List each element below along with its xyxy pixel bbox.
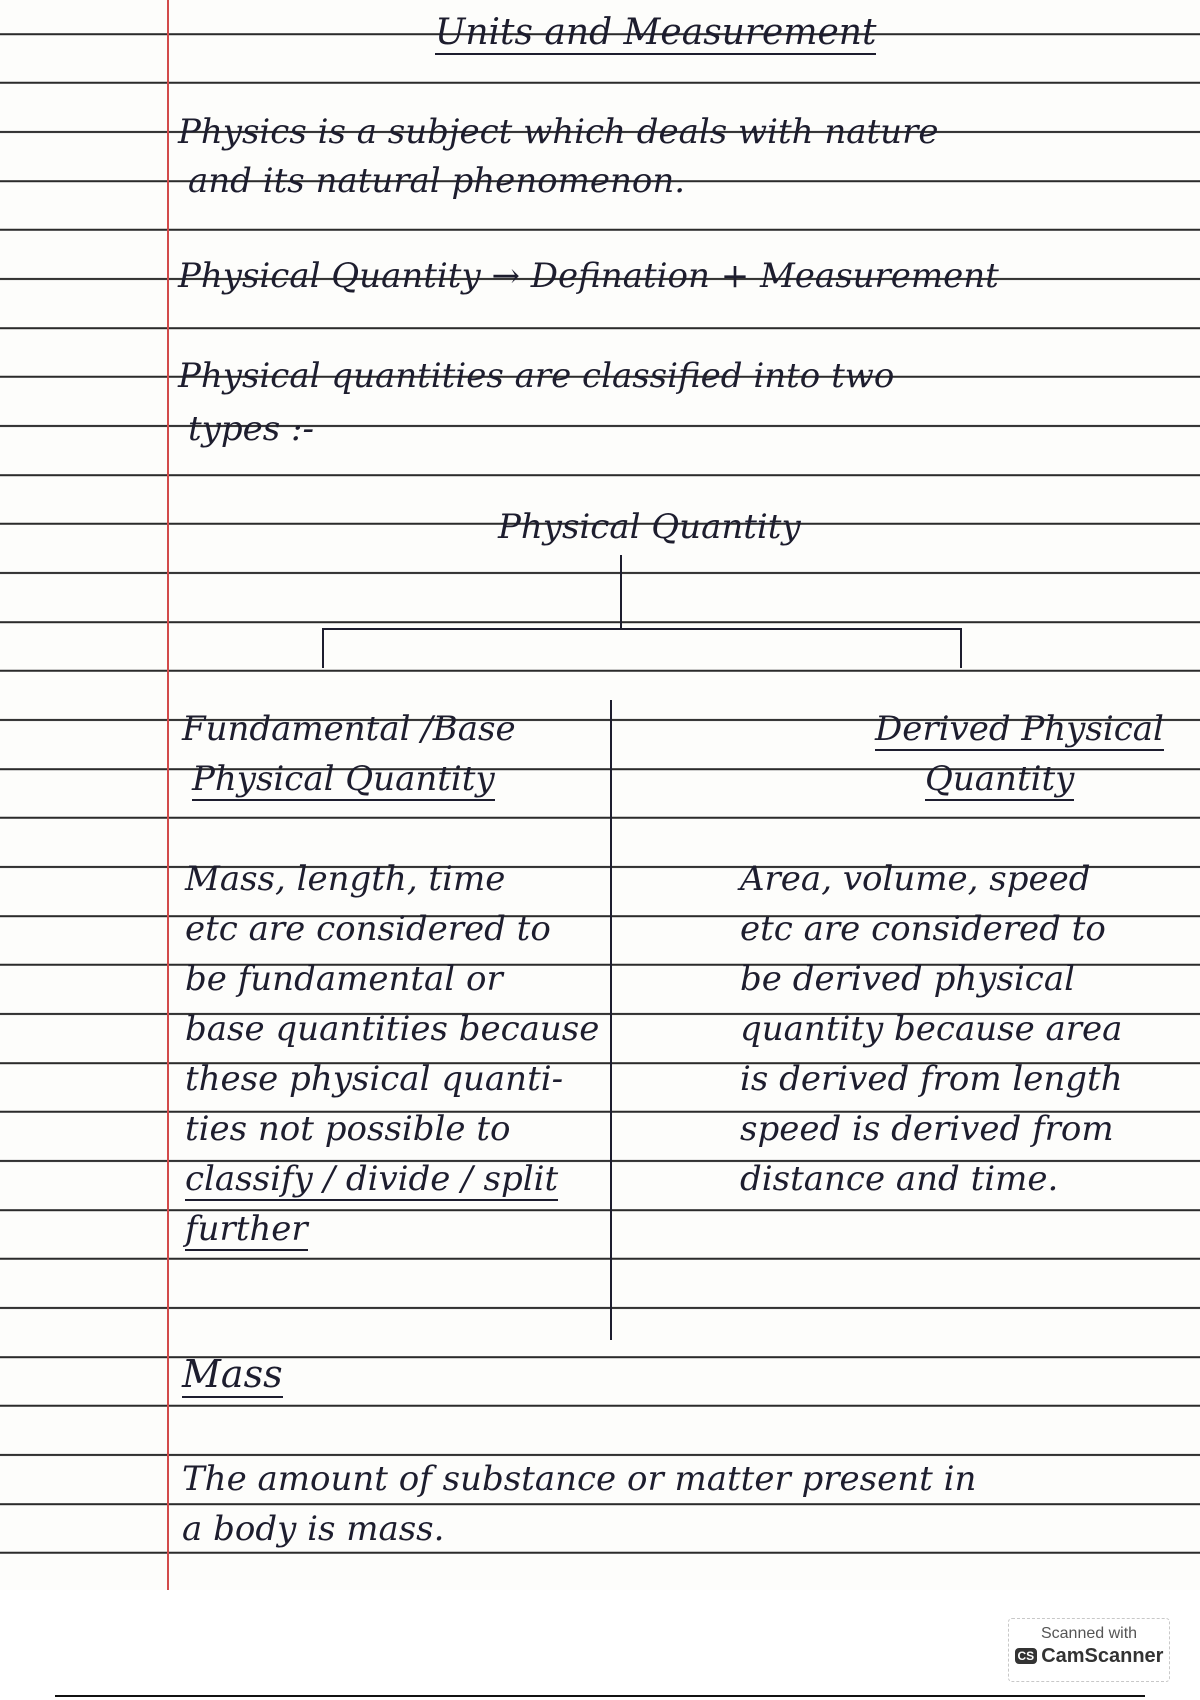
right-line: distance and time. (740, 1159, 1059, 1199)
left-heading-2: Physical Quantity (192, 759, 495, 799)
diagram-root: Physical Quantity (498, 507, 801, 547)
diagram-stem (620, 555, 622, 630)
intro-line-2: and its natural phenomenon. (188, 161, 686, 201)
diagram-branch (322, 628, 962, 630)
classified-line-1: Physical quantities are classified into two (178, 356, 895, 396)
left-line: classify / divide / split (185, 1159, 559, 1199)
diagram-left-drop (322, 628, 324, 668)
left-heading-1: Fundamental /Base (182, 709, 516, 749)
left-line: ties not possible to (185, 1109, 511, 1149)
left-line: further (185, 1209, 308, 1249)
scanner-watermark-brand: CS CamScanner (1009, 1645, 1169, 1668)
column-divider (610, 700, 612, 1340)
definition-line: Physical Quantity → Defination + Measurement (178, 256, 999, 296)
right-line: speed is derived from (740, 1109, 1114, 1149)
mass-line-2: a body is mass. (182, 1509, 445, 1549)
diagram-right-drop (960, 628, 962, 668)
classified-line-2: types :- (188, 409, 314, 449)
right-line: be derived physical (740, 959, 1075, 999)
scanner-watermark-caption: Scanned with (1040, 1625, 1138, 1642)
intro-line-1: Physics is a subject which deals with nature (178, 112, 939, 152)
scanner-watermark (1008, 1618, 1170, 1682)
mass-heading: Mass (182, 1352, 283, 1396)
right-heading-2: Quantity (925, 759, 1075, 799)
right-line: etc are considered to (740, 909, 1106, 949)
left-line: these physical quanti- (185, 1059, 564, 1099)
left-line: be fundamental or (185, 959, 503, 999)
bottom-rule (55, 1695, 1145, 1697)
camscanner-icon: CS (1015, 1648, 1038, 1664)
page-title: Units and Measurement (435, 12, 877, 53)
right-line: quantity because area (740, 1009, 1123, 1049)
right-line: is derived from length (740, 1059, 1123, 1099)
left-line: etc are considered to (185, 909, 551, 949)
left-line: base quantities because (185, 1009, 600, 1049)
right-heading-1: Derived Physical (875, 709, 1164, 749)
margin-line (167, 0, 169, 1590)
mass-line-1: The amount of substance or matter present in (182, 1459, 977, 1499)
right-line: Area, volume, speed (740, 859, 1091, 899)
left-line: Mass, length, time (185, 859, 506, 899)
